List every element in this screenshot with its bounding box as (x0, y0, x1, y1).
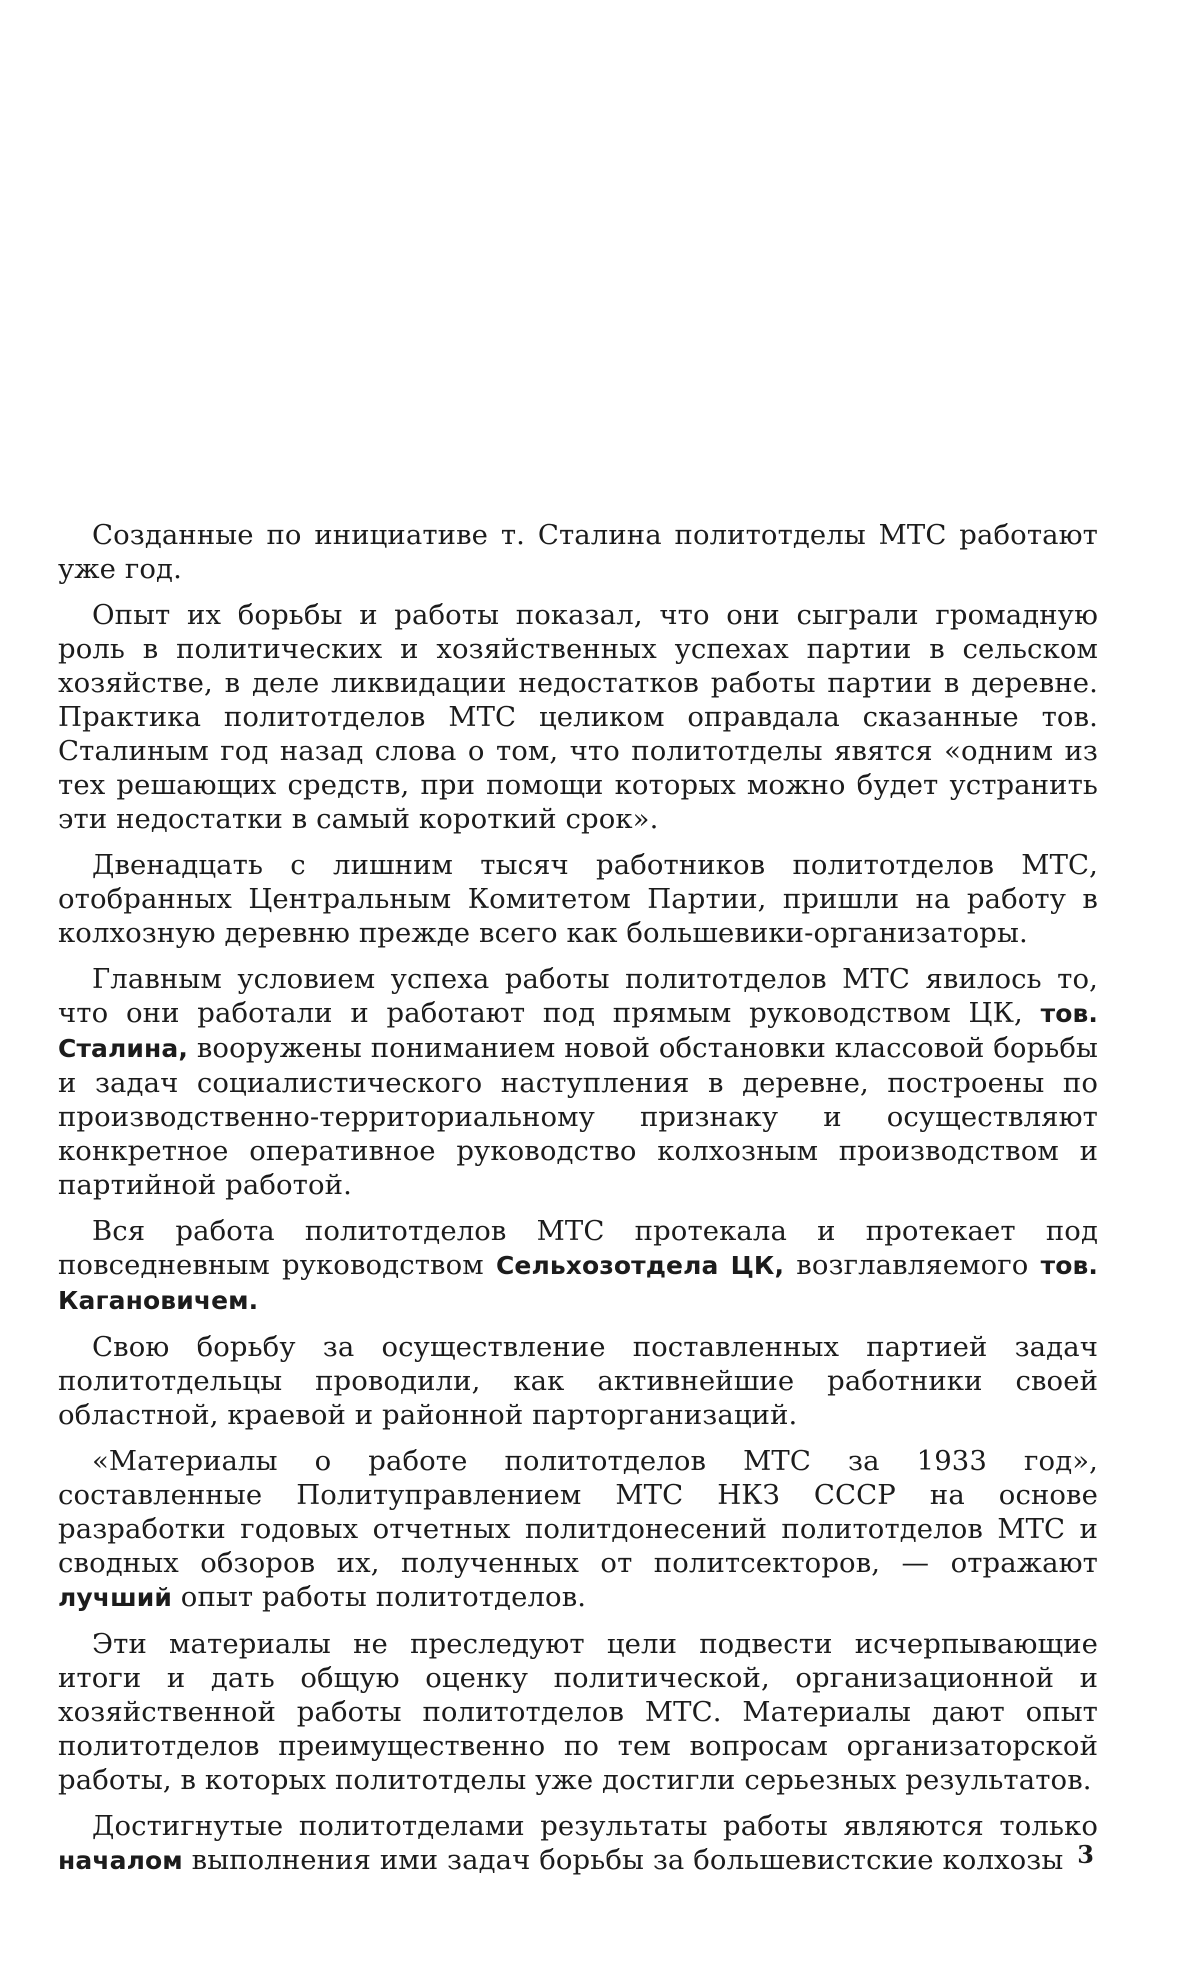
paragraph-5-bold-selkhozotdel: Сельхозотдела ЦК, (495, 1251, 785, 1280)
paragraph-9-bold-beginning: началом (58, 1846, 183, 1875)
paragraph-9 (58, 1809, 1098, 1878)
paragraph-2 (58, 598, 1098, 836)
paragraph-9-text-2: выполнения ими задач борьбы за большевистские колхозы (182, 1844, 1064, 1876)
paragraph-4-bold-stalin: тов. Сталина, (58, 999, 1098, 1063)
paragraph-7-text-1: «Материалы о работе политотделов МТС за 1933 год», составленные Политуправлением МТС НКЗ СССР на основе разработки годовых отчетных политдонесений политотделов МТС и сводных обзоров их, полученных от политсекторов, — отражают (58, 1445, 1098, 1579)
paragraph-5-text-1: Вся работа политотделов МТС протекала и протекает под повседневным руководством (58, 1215, 1098, 1281)
paragraph-9-text-1: Достигнутые политотделами результаты работы являются только (92, 1810, 1098, 1842)
paragraph-5 (58, 1214, 1098, 1318)
paragraph-7-bold-best: лучший (58, 1583, 172, 1612)
paragraph-5-text-2: возглавляемого (784, 1249, 1041, 1281)
paragraph-6 (58, 1330, 1098, 1432)
page-number: 3 (1077, 1840, 1094, 1869)
paragraph-8-text-1: Эти материалы не преследуют цели подвести исчерпывающие итоги и дать общую оценку политической, организационной и хозяйственной работы политотделов МТС. Материалы дают опыт политотделов преимущественно по тем вопросам организаторской работы, в которых политотделы уже достигли серьезных результатов. (58, 1628, 1098, 1796)
paragraph-5-bold-kaganovich: тов. Кагановичем. (58, 1251, 1098, 1315)
paragraph-7 (58, 1444, 1098, 1615)
paragraph-8 (58, 1627, 1098, 1797)
paragraph-1-text-1: Созданные по инициативе т. Сталина политотделы МТС работают уже год. (58, 519, 1098, 585)
paragraph-6-text-1: Свою борьбу за осуществление поставленных партией задач политотдельцы проводили, как активнейшие работники своей областной, краевой и районной парторганизаций. (58, 1331, 1098, 1431)
paragraph-3-text-1: Двенадцать с лишним тысяч работников политотделов МТС, отобранных Центральным Комитетом Партии, пришли на работу в колхозную деревню прежде всего как большевики-организаторы. (58, 849, 1098, 949)
paragraph-4 (58, 962, 1098, 1202)
paragraph-7-text-2: опыт работы политотделов. (171, 1581, 587, 1613)
document-page (58, 518, 1098, 1890)
paragraph-4-text-1: Главным условием успеха работы политотделов МТС явилось то, что они работали и работают под прямым руководством ЦК, (58, 963, 1098, 1029)
paragraph-1 (58, 518, 1098, 586)
paragraph-3 (58, 848, 1098, 950)
paragraph-4-text-2: вооружены пониманием новой обстановки классовой борьбы и задач социалистического наступления в деревне, построены по производственно-территориальному признаку и осуществляют конкретное оперативное руководство колхозным производством и партийной работой. (58, 1032, 1098, 1201)
paragraph-2-text-1: Опыт их борьбы и работы показал, что они сыграли громадную роль в политических и хозяйственных успехах партии в сельском хозяйстве, в деле ликвидации недостатков работы партии в деревне. Практика политотделов МТС целиком оправдала сказанные тов. Сталиным год назад слова о том, что политотделы явятся «одним из тех решающих средств, при помощи которых можно будет устранить эти недостатки в самый короткий срок». (58, 599, 1098, 835)
